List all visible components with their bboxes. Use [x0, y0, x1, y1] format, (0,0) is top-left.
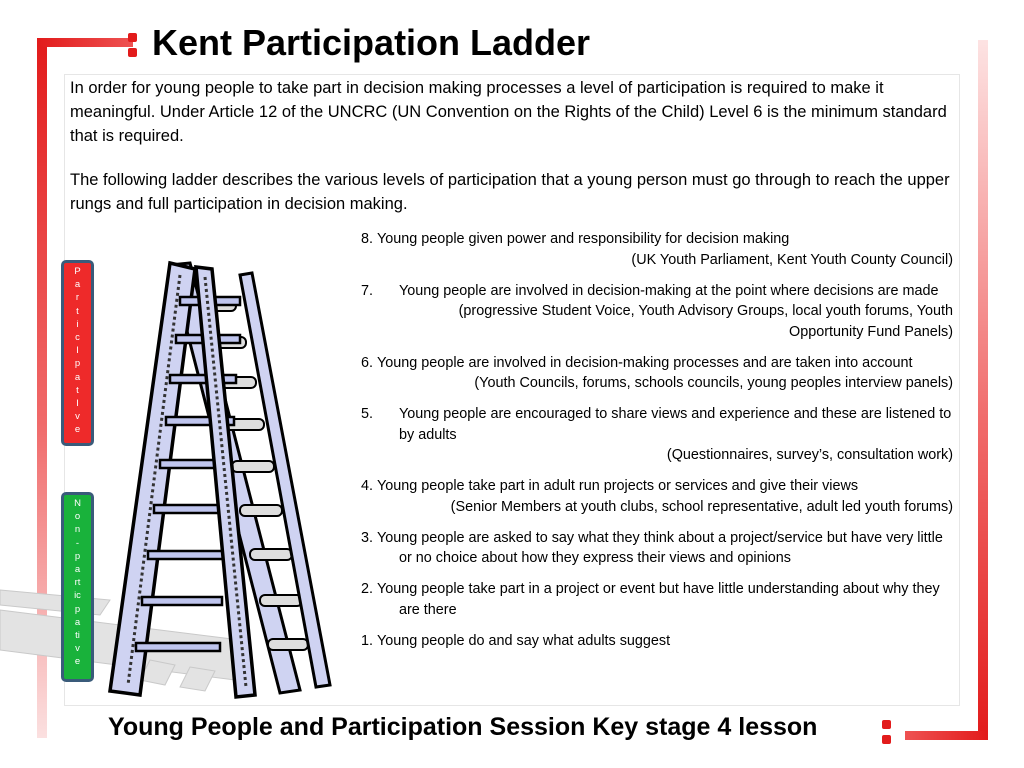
- level-6: [361, 353, 953, 394]
- level-5-text: Young people are encouraged to share views and experience and these are listened to by adults: [399, 406, 952, 443]
- intro-paragraph-1: In order for young people to take part in decision making processes a level of participation is required to make it meaningful. Under Article 12 of the UNCRC (UN Convention on the Rights of the Child) Level 6 is the minimum standard that is required.: [70, 79, 947, 145]
- participative-char: t: [76, 384, 79, 396]
- title-colon-icon: [128, 33, 138, 63]
- level-4-examples: (Senior Members at youth clubs, school representative, adult led youth forums): [450, 498, 953, 515]
- non-participative-char: ic: [74, 590, 81, 602]
- frame-bar-right: [978, 40, 988, 740]
- level-8-examples: (UK Youth Parliament, Kent Youth County Council): [631, 251, 953, 268]
- level-1-text: Young people do and say what adults suggest: [377, 632, 671, 649]
- level-4-number: 4.: [361, 478, 374, 494]
- participative-char: a: [74, 371, 81, 383]
- non-participative-char: n: [74, 524, 81, 536]
- footer-title: Young People and Participation Session Key stage 4 lesson: [108, 713, 818, 741]
- level-7-text: Young people are involved in decision-making at the point where decisions are made: [399, 282, 939, 299]
- ladder-back-rail: [240, 273, 330, 687]
- participative-char: e: [74, 424, 81, 436]
- non-participative-char: ti: [75, 630, 80, 642]
- intro-paragraph-2: The following ladder describes the various levels of participation that a young person must go through to reach the upper rungs and full participation in decision making.: [70, 171, 950, 213]
- level-3-number: 3.: [361, 529, 374, 546]
- participative-char: c: [75, 332, 80, 344]
- level-5-examples: (Questionnaires, survey’s, consultation work): [666, 447, 953, 463]
- level-6-number: 6.: [361, 354, 374, 371]
- non-participative-char: p: [74, 603, 81, 615]
- level-3-text: Young people are asked to say what they think about a project/service but have very little or no choice about how they express their views and opinions: [377, 529, 943, 566]
- participative-char: t: [76, 305, 79, 317]
- non-participative-char: o: [74, 511, 81, 523]
- non-participative-char: -: [75, 537, 80, 549]
- participative-char: P: [74, 266, 81, 277]
- level-3: [361, 528, 953, 569]
- participative-char: a: [74, 279, 81, 291]
- intro-text: [70, 76, 955, 236]
- participative-char: p: [74, 358, 81, 370]
- level-8: [361, 229, 953, 270]
- participative-char: r: [75, 292, 80, 304]
- level-2-number: 2.: [361, 581, 374, 597]
- participative-label: [61, 260, 94, 446]
- participation-levels-list: [361, 229, 953, 662]
- level-7-examples: (progressive Student Voice, Youth Advisory Groups, local youth forums, Youth Opportunity Fund Panels): [458, 303, 953, 340]
- level-8-number: 8.: [361, 231, 374, 247]
- level-6-examples: (Youth Councils, forums, schools councils, young peoples interview panels): [474, 375, 953, 391]
- level-1-number: 1.: [361, 632, 374, 649]
- level-2-text: Young people take part in a project or event but have little understanding about why they are there: [377, 581, 940, 618]
- participative-char: I: [76, 345, 79, 357]
- participative-char: I: [76, 398, 79, 410]
- non-participative-char: v: [75, 643, 80, 655]
- level-5: [361, 404, 953, 466]
- page-title: Kent Participation Ladder: [152, 22, 591, 63]
- level-8-text: Young people given power and responsibility for decision making: [377, 231, 790, 247]
- non-participative-label: [61, 492, 94, 682]
- level-5-number: 5.: [361, 406, 374, 422]
- level-7: [361, 281, 953, 343]
- non-participative-char: a: [74, 616, 81, 628]
- participative-char: v: [75, 411, 80, 423]
- level-7-number: 7.: [361, 282, 374, 299]
- level-4: [361, 476, 953, 517]
- frame-bar-bottom: [905, 731, 988, 740]
- non-participative-char: N: [74, 498, 81, 509]
- non-participative-char: e: [74, 656, 81, 668]
- level-6-text: Young people are involved in decision-making processes and are taken into account: [377, 354, 913, 371]
- non-participative-char: a: [74, 564, 81, 576]
- level-2: [361, 579, 953, 620]
- level-1: [361, 631, 953, 652]
- non-participative-char: rt: [74, 577, 81, 589]
- footer-colon-icon: [882, 720, 892, 750]
- non-participative-char: p: [74, 550, 81, 562]
- participative-char: i: [76, 318, 79, 330]
- level-4-text: Young people take part in adult run projects or services and give their views: [377, 478, 859, 494]
- ladder-illustration-icon: [0, 255, 340, 715]
- frame-bar-top: [37, 38, 133, 47]
